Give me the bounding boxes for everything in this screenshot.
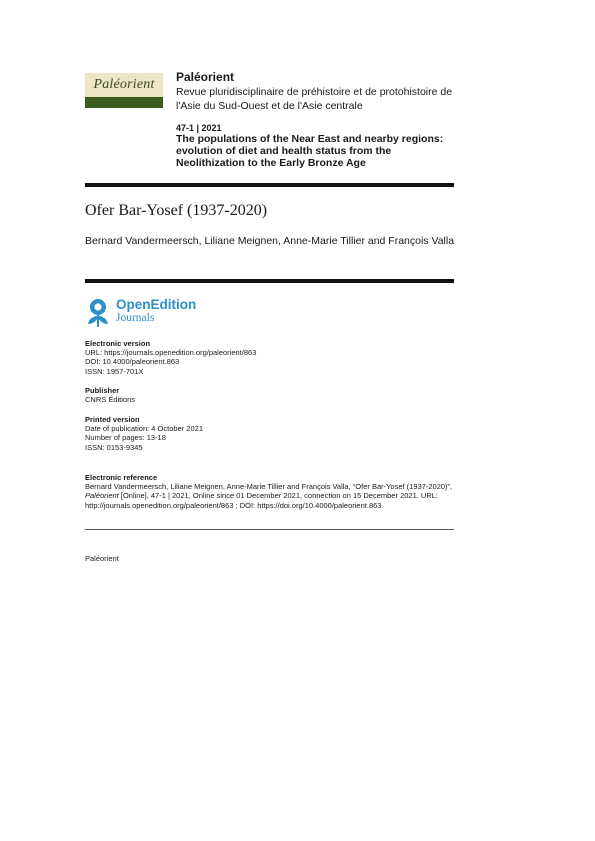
divider-top	[85, 183, 454, 187]
issue-title: The populations of the Near East and nearby regions: evolution of diet and health status from the Neolithization to the Early Bronze Age	[176, 133, 444, 169]
openedition-logo[interactable]	[85, 297, 215, 329]
divider-middle	[85, 279, 454, 283]
printed-version-block	[85, 415, 203, 452]
electronic-reference-block	[85, 473, 455, 510]
journal-logo-band	[85, 73, 163, 97]
electronic-issn: ISSN: 1957-701X	[85, 366, 144, 376]
journal-logo	[85, 73, 163, 108]
electronic-reference-text	[85, 482, 455, 510]
printed-date: Date of publication: 4 October 2021	[85, 424, 203, 434]
article-title: Ofer Bar-Yosef (1937-2020)	[85, 202, 268, 219]
publisher-block	[85, 386, 135, 404]
article-authors: Bernard Vandermeersch, Liliane Meignen, Anne-Marie Tillier and François Valla	[85, 235, 455, 247]
journal-logo-bar	[85, 97, 163, 108]
electronic-version-block	[85, 339, 256, 376]
printed-version-heading: Printed version	[85, 415, 140, 424]
electronic-doi[interactable]: DOI: 10.4000/paleorient.863	[85, 357, 180, 367]
issue-number: 47-1 | 2021	[176, 123, 222, 133]
electronic-reference-heading: Electronic reference	[85, 473, 158, 482]
reference-journal-italic: Paléorient	[85, 491, 119, 501]
openedition-flower-icon	[85, 297, 111, 329]
electronic-url[interactable]: URL: https://journals.openedition.org/paleorient/863	[85, 348, 257, 358]
journal-description: Revue pluridisciplinaire de préhistoire et de protohistoire de l'Asie du Sud-Ouest et de l'Asie centrale	[176, 86, 453, 112]
publisher-heading: Publisher	[85, 386, 120, 395]
journal-logo-text: Paléorient	[93, 77, 155, 92]
reference-part-1: Bernard Vandermeersch, Liliane Meignen, Anne-Marie Tillier and François Valla, “Ofer Bar-Yosef (1937-2020)”,	[85, 482, 453, 492]
reference-part-2: [Online], 47-1 | 2021, Online since 01 December 2021, connection on 15 December 2021. URL: http://journals.openedition.org/paleorient/863 ; DOI: https://doi.org/10.4000/paleorient.863	[85, 491, 439, 510]
openedition-sub: Journals	[116, 312, 155, 324]
publisher-name: CNRS Éditions	[85, 395, 136, 405]
openedition-name: OpenEdition	[116, 297, 197, 312]
journal-name: Paléorient	[176, 70, 235, 84]
divider-bottom	[85, 529, 454, 530]
footer-journal-name: Paléorient	[85, 554, 119, 563]
electronic-version-heading: Electronic version	[85, 339, 151, 348]
printed-pages: Number of pages: 13-18	[85, 433, 166, 443]
printed-issn: ISSN: 0153-9345	[85, 442, 143, 452]
